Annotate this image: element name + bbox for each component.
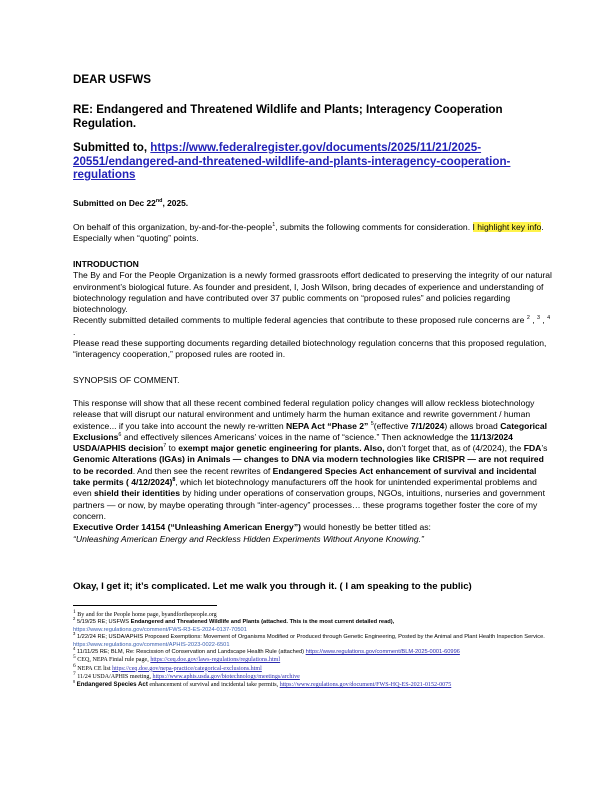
footnote-ref-1[interactable]: 1 — [272, 222, 276, 229]
introduction-paragraph-2: Recently submitted detailed comments to multiple federal agencies that contribute to these proposed rule concerns are $^2$ , $^3$ , $^4$ . — [73, 315, 551, 337]
footnote-4-link[interactable]: https://www.regulations.gov/comment/BLM-2025-0001-60996 — [305, 648, 460, 655]
footnote-ref-6[interactable]: 6 — [118, 432, 122, 439]
footnote-2-link[interactable]: https://www.regulations.gov/comment/FWS-R3-ES-2024-0137-70501 — [73, 626, 247, 633]
footnote-7-link[interactable]: https://www.aphis.usda.gov/biotechnology/meetings/archive — [152, 673, 300, 680]
submitted-on-date: Submitted on Dec 22nd, 2025. — [73, 198, 189, 208]
footnote-8-link[interactable]: https://www.regulations.gov/document/FWS-HQ-ES-2021-0152-0075 — [279, 682, 452, 689]
introduction-paragraph-1: The By and For the People Organization is a newly formed grassroots effort dedicated to preserving the integrity of our natural environment’s biological future. As founder and president, I, Josh Wilson, bring decades of experience and understanding of biotechnology regulation and have contributed over 37 public comments on “proposed rules” and policies regarding biotechnology. — [73, 270, 552, 315]
re-subject-line: RE: Endangered and Threatened Wildlife and Plants; Interagency Cooperation Regulation. — [73, 103, 503, 130]
footnote-ref-2[interactable]: 2 — [526, 315, 530, 322]
introduction-paragraph-3: Please read these supporting documents regarding detailed biotechnology regulation concerns that this proposed regulation, “interagency cooperation,” proposed rules are rooted in. — [73, 338, 547, 360]
executive-order-title: Executive Order 14154 (“Unleashing American Energy”) — [73, 522, 301, 533]
submitted-to-label: Submitted to, — [73, 141, 151, 154]
intro-paragraph: On behalf of this organization, by-and-for-the-people$^1$, submits the following comments for consideration. I highlight key info. Especially when “quoting” points. — [73, 222, 544, 244]
footnote-ref-7[interactable]: 7 — [163, 443, 167, 450]
introduction-heading: INTRODUCTION — [73, 259, 139, 269]
footnote-1: $^1$ By and for the People home page, byandforthepeople.org — [73, 608, 217, 618]
footnote-4: $^4$ 11/11/25 RE; BLM, Re: Rescission of Conservation and Landscape Health Rule (attached) https://www.regulations.gov/comment/BLM-2025-0001-60996 — [73, 646, 460, 655]
submitted-to-line — [73, 141, 549, 182]
footnote-8: $^8$ Endangered Species Act enhancement of survival and incidental take permits, https://www.regulations.gov/document/FWS-HQ-ES-2021-0152-0075 — [73, 679, 452, 689]
footnote-2: $^2$ 5/19/25 RE; USFWS Endangered and Threatened Wildlife and Plants (attached. This is the most current detailed read), https://www.regulations.gov/comment/FWS-R3-ES-2024-0137-70501 — [73, 616, 395, 633]
closing-line: Okay, I get it; it’s complicated. Let me walk you through it. ( I am speaking to the public) — [73, 581, 472, 592]
federal-register-link[interactable]: https://www.federalregister.gov/documents/2025/11/21/2025-20551/endangered-and-threatened-wildlife-and-plants-interagency-cooperation-regulations — [73, 141, 511, 182]
footnote-ref-8[interactable]: 8 — [172, 477, 176, 484]
footnote-6-link[interactable]: https://ceq.doe.gov/nepa-practice/categorical-exclusions.html — [112, 665, 262, 672]
footnote-7: $^7$ 11/24 USDA/APHIS meeting, https://www.aphis.usda.gov/biotechnology/meetings/archive — [73, 670, 300, 680]
footnote-5: $^5$ CEQ, NEPA Finial rule page, https://ceq.doe.gov/laws-regulations/regulations.html — [73, 654, 281, 664]
footnote-5-link[interactable]: https://ceq.doe.gov/laws-regulations/regulations.html — [150, 657, 281, 664]
footnote-3: $^3$ 1/22/24 RE; USDA/APHIS Proposed Exemptions: Movement of Organisms Modified or Produced through Genetic Engineering, Posted by the Animal and Plant Health Inspection Service. https://www.regulations.gov/comment/APHIS-2023-0022-6501 — [73, 631, 545, 648]
footnote-ref-3[interactable]: 3 — [536, 315, 540, 322]
footnote-6: $^6$ NEPA CE list https://ceq.doe.gov/nepa-practice/categorical-exclusions.html — [73, 662, 262, 672]
synopsis-heading: SYNOPSIS OF COMMENT. — [73, 375, 180, 385]
footnotes — [73, 608, 553, 690]
highlighted-text: I highlight key info — [472, 222, 542, 232]
italic-quote: “Unleashing American Energy and Reckless Hidden Experiments Without Anyone Knowing.” — [73, 533, 424, 544]
salutation: DEAR USFWS — [73, 73, 151, 86]
footnote-divider — [73, 605, 217, 606]
synopsis-paragraph: This response will show that all these recent combined federal regulation policy changes will allow reckless biotechnology release that will disrupt our natural environment and untimely harm the human exitance and rewrite government / human existence... if you take into account the newly re-written NEPA Act “Phase 2” $^5$(effective 7/1/2024) allows broad Categorical Exclusions$^6$ and effectively silences Americans’ voices in the name of “science.” Then acknowledge the 11/13/2024 USDA/APHIS decision$^7$ to exempt major genetic engineering for plants. Also, don’t forget that, as of (4/2024), the FDA’s Genomic Alterations (IGAs) in Animals — changes to DNA via modern technologies like CRISPR — are not required to be recorded. And then see the recent rewrites of Endangered Species Act enhancement of survival and incidental take permits ( 4/12/2024)$^8$, which let biotechnology manufacturers off the hook for unintended experimental problems and even shield their identities by hiding under operations of conservation groups, NGOs, intuitions, nurseries and government partners — or now, by maybe operating through “inter-agency” processes… these programs together foster the core of my concern. Executive Order 14154 (“Unleashing American Energy”) would honestly be better titled as: “Unleashing American Energy and Reckless Hidden Experiments Without Anyone Knowing.” — [73, 398, 548, 544]
footnote-ref-4[interactable]: 4 — [547, 315, 551, 322]
footnote-3-link[interactable]: https://www.regulations.gov/comment/APHIS-2023-0022-6501 — [73, 641, 230, 648]
footnote-ref-5[interactable]: 5 — [370, 420, 374, 427]
introduction-section — [73, 259, 553, 361]
